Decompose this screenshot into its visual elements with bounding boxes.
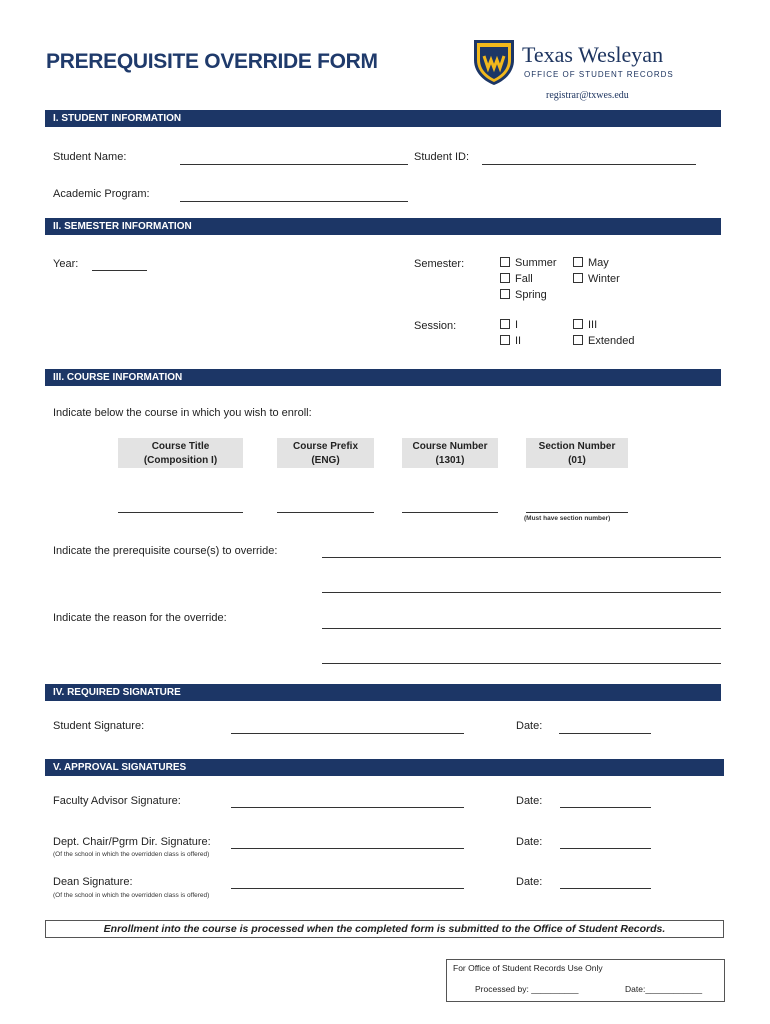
- texas-wesleyan-logo: [472, 38, 682, 86]
- academic-program-field[interactable]: [180, 201, 408, 202]
- semester-may-checkbox[interactable]: May: [573, 257, 609, 269]
- course-number-field[interactable]: [402, 512, 498, 513]
- section-number-field[interactable]: [526, 512, 628, 513]
- dept-chair-note: (Of the school in which the overridden class is offered): [53, 851, 210, 858]
- year-field[interactable]: [92, 270, 147, 271]
- session-label: Session:: [414, 320, 457, 332]
- dean-date-label: Date:: [516, 876, 543, 888]
- dean-date-field[interactable]: [560, 888, 651, 889]
- student-date-label: Date:: [516, 720, 543, 732]
- section-semester-information: II. SEMESTER INFORMATION: [45, 218, 721, 235]
- section-student-information: I. STUDENT INFORMATION: [45, 110, 721, 127]
- office-date-field[interactable]: Date:____________: [625, 984, 703, 994]
- reason-field-1[interactable]: [322, 628, 721, 629]
- prereq-label: Indicate the prerequisite course(s) to override:: [53, 545, 278, 557]
- course-title-field[interactable]: [118, 512, 243, 513]
- student-date-field[interactable]: [559, 733, 651, 734]
- registrar-email[interactable]: registrar@txwes.edu: [546, 90, 629, 101]
- enrollment-note: Enrollment into the course is processed when the completed form is submitted to the Office of Student Records.: [45, 920, 724, 938]
- semester-label: Semester:: [414, 258, 465, 270]
- section-required-signature: IV. REQUIRED SIGNATURE: [45, 684, 721, 701]
- chair-date-field[interactable]: [560, 848, 651, 849]
- checkbox-icon: [573, 273, 583, 283]
- prereq-field-1[interactable]: [322, 557, 721, 558]
- checkbox-icon: [573, 335, 583, 345]
- reason-field-2[interactable]: [322, 663, 721, 664]
- course-number-header: Course Number (1301): [402, 438, 498, 468]
- course-title-header: Course Title (Composition I): [118, 438, 243, 468]
- session-i-checkbox[interactable]: I: [500, 319, 518, 331]
- dean-note: (Of the school in which the overridden class is offered): [53, 892, 210, 899]
- dean-label: Dean Signature:: [53, 876, 133, 888]
- faculty-advisor-label: Faculty Advisor Signature:: [53, 795, 181, 807]
- student-id-label: Student ID:: [414, 151, 470, 163]
- logo-subtitle: OFFICE OF STUDENT RECORDS: [524, 70, 674, 79]
- year-label: Year:: [53, 258, 79, 270]
- course-intro-text: Indicate below the course in which you wish to enroll:: [53, 407, 312, 419]
- dept-chair-label: Dept. Chair/Pgrm Dir. Signature:: [53, 836, 211, 848]
- student-signature-field[interactable]: [231, 733, 464, 734]
- course-prefix-field[interactable]: [277, 512, 374, 513]
- faculty-date-label: Date:: [516, 795, 543, 807]
- dean-signature-field[interactable]: [231, 888, 464, 889]
- chair-date-label: Date:: [516, 836, 543, 848]
- student-name-label: Student Name:: [53, 151, 127, 163]
- student-id-field[interactable]: [482, 164, 696, 165]
- faculty-advisor-signature-field[interactable]: [231, 807, 464, 808]
- section-number-note: (Must have section number): [524, 515, 611, 522]
- checkbox-icon: [500, 319, 510, 329]
- checkbox-icon: [500, 289, 510, 299]
- checkbox-icon: [500, 335, 510, 345]
- academic-program-label: Academic Program:: [53, 188, 150, 200]
- dept-chair-signature-field[interactable]: [231, 848, 464, 849]
- reason-label: Indicate the reason for the override:: [53, 612, 227, 624]
- checkbox-icon: [500, 273, 510, 283]
- office-use-box: [446, 959, 725, 1002]
- faculty-date-field[interactable]: [560, 807, 651, 808]
- semester-winter-checkbox[interactable]: Winter: [573, 273, 620, 285]
- session-iii-checkbox[interactable]: III: [573, 319, 597, 331]
- student-name-field[interactable]: [180, 164, 408, 165]
- semester-fall-checkbox[interactable]: Fall: [500, 273, 533, 285]
- checkbox-icon: [500, 257, 510, 267]
- session-extended-checkbox[interactable]: Extended: [573, 335, 634, 347]
- semester-spring-checkbox[interactable]: Spring: [500, 289, 547, 301]
- student-signature-label: Student Signature:: [53, 720, 145, 732]
- section-course-information: III. COURSE INFORMATION: [45, 369, 721, 386]
- processed-by-field[interactable]: Processed by: __________: [475, 984, 579, 994]
- session-ii-checkbox[interactable]: II: [500, 335, 521, 347]
- semester-summer-checkbox[interactable]: Summer: [500, 257, 557, 269]
- shield-icon: [472, 38, 516, 86]
- logo-name: Texas Wesleyan: [522, 42, 664, 67]
- prereq-field-2[interactable]: [322, 592, 721, 593]
- checkbox-icon: [573, 319, 583, 329]
- course-prefix-header: Course Prefix (ENG): [277, 438, 374, 468]
- section-number-header: Section Number (01): [526, 438, 628, 468]
- section-approval-signatures: V. APPROVAL SIGNATURES: [45, 759, 724, 776]
- form-title: PREREQUISITE OVERRIDE FORM: [46, 50, 378, 73]
- office-use-title: For Office of Student Records Use Only: [453, 963, 603, 973]
- checkbox-icon: [573, 257, 583, 267]
